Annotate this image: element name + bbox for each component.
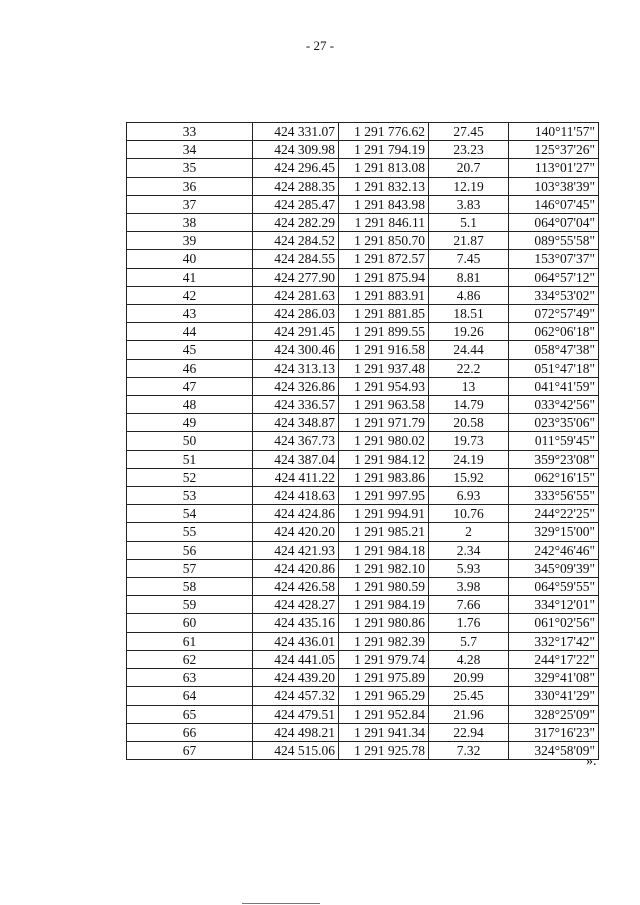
table-row [127,741,599,759]
coordinates-table-body [127,123,599,760]
x-coordinate-cell: 424 436.01 [253,632,339,650]
segment-length-cell: 20.99 [429,669,509,687]
direction-angle-cell: 103°38'39" [509,177,599,195]
x-coordinate-cell: 424 282.29 [253,214,339,232]
x-coordinate-cell: 424 348.87 [253,414,339,432]
point-number-cell: 63 [127,669,253,687]
point-number-cell: 44 [127,323,253,341]
segment-length-cell: 14.79 [429,396,509,414]
point-number-cell: 57 [127,559,253,577]
direction-angle-cell: 011°59'45" [509,432,599,450]
segment-length-cell: 5.7 [429,632,509,650]
point-number-cell: 34 [127,141,253,159]
point-number-cell: 58 [127,578,253,596]
y-coordinate-cell: 1 291 881.85 [339,305,429,323]
table-row [127,214,599,232]
x-coordinate-cell: 424 296.45 [253,159,339,177]
direction-angle-cell: 244°17'22" [509,650,599,668]
segment-length-cell: 23.23 [429,141,509,159]
table-row [127,323,599,341]
segment-length-cell: 24.19 [429,450,509,468]
point-number-cell: 48 [127,396,253,414]
y-coordinate-cell: 1 291 846.11 [339,214,429,232]
table-row [127,141,599,159]
y-coordinate-cell: 1 291 994.91 [339,505,429,523]
table-row [127,450,599,468]
table-row [127,487,599,505]
segment-length-cell: 5.93 [429,559,509,577]
table-row [127,250,599,268]
x-coordinate-cell: 424 291.45 [253,323,339,341]
segment-length-cell: 2 [429,523,509,541]
table-row [127,505,599,523]
direction-angle-cell: 125°37'26" [509,141,599,159]
y-coordinate-cell: 1 291 983.86 [339,468,429,486]
y-coordinate-cell: 1 291 979.74 [339,650,429,668]
direction-angle-cell: 051°47'18" [509,359,599,377]
segment-length-cell: 19.26 [429,323,509,341]
point-number-cell: 61 [127,632,253,650]
table-row [127,359,599,377]
closing-mark: ». [586,754,597,769]
point-number-cell: 59 [127,596,253,614]
segment-length-cell: 3.83 [429,195,509,213]
table-row [127,523,599,541]
table-row [127,723,599,741]
x-coordinate-cell: 424 313.13 [253,359,339,377]
point-number-cell: 43 [127,305,253,323]
segment-length-cell: 25.45 [429,687,509,705]
y-coordinate-cell: 1 291 832.13 [339,177,429,195]
direction-angle-cell: 317°16'23" [509,723,599,741]
direction-angle-cell: 329°41'08" [509,669,599,687]
point-number-cell: 36 [127,177,253,195]
x-coordinate-cell: 424 479.51 [253,705,339,723]
direction-angle-cell: 334°53'02" [509,286,599,304]
table-row [127,468,599,486]
direction-angle-cell: 242°46'46" [509,541,599,559]
y-coordinate-cell: 1 291 925.78 [339,741,429,759]
direction-angle-cell: 041°41'59" [509,377,599,395]
x-coordinate-cell: 424 284.52 [253,232,339,250]
page-number: - 27 - [305,38,335,53]
table-row [127,123,599,141]
point-number-cell: 45 [127,341,253,359]
y-coordinate-cell: 1 291 899.55 [339,323,429,341]
direction-angle-cell: 058°47'38" [509,341,599,359]
table-row [127,432,599,450]
point-number-cell: 47 [127,377,253,395]
x-coordinate-cell: 424 336.57 [253,396,339,414]
y-coordinate-cell: 1 291 971.79 [339,414,429,432]
table-row [127,559,599,577]
y-coordinate-cell: 1 291 963.58 [339,396,429,414]
point-number-cell: 52 [127,468,253,486]
x-coordinate-cell: 424 420.20 [253,523,339,541]
x-coordinate-cell: 424 285.47 [253,195,339,213]
x-coordinate-cell: 424 420.86 [253,559,339,577]
direction-angle-cell: 062°16'15" [509,468,599,486]
x-coordinate-cell: 424 284.55 [253,250,339,268]
point-number-cell: 53 [127,487,253,505]
x-coordinate-cell: 424 428.27 [253,596,339,614]
direction-angle-cell: 062°06'18" [509,323,599,341]
x-coordinate-cell: 424 300.46 [253,341,339,359]
direction-angle-cell: 064°59'55" [509,578,599,596]
y-coordinate-cell: 1 291 952.84 [339,705,429,723]
y-coordinate-cell: 1 291 776.62 [339,123,429,141]
x-coordinate-cell: 424 326.86 [253,377,339,395]
segment-length-cell: 21.87 [429,232,509,250]
segment-length-cell: 7.32 [429,741,509,759]
y-coordinate-cell: 1 291 980.59 [339,578,429,596]
table-row [127,596,599,614]
table-row [127,177,599,195]
direction-angle-cell: 061°02'56" [509,614,599,632]
table-row [127,650,599,668]
table-row [127,377,599,395]
y-coordinate-cell: 1 291 975.89 [339,669,429,687]
segment-length-cell: 27.45 [429,123,509,141]
point-number-cell: 54 [127,505,253,523]
segment-length-cell: 4.86 [429,286,509,304]
segment-length-cell: 18.51 [429,305,509,323]
y-coordinate-cell: 1 291 850.70 [339,232,429,250]
x-coordinate-cell: 424 331.07 [253,123,339,141]
segment-length-cell: 20.58 [429,414,509,432]
point-number-cell: 38 [127,214,253,232]
table-row [127,669,599,687]
x-coordinate-cell: 424 418.63 [253,487,339,505]
y-coordinate-cell: 1 291 916.58 [339,341,429,359]
y-coordinate-cell: 1 291 872.57 [339,250,429,268]
segment-length-cell: 10.76 [429,505,509,523]
segment-length-cell: 8.81 [429,268,509,286]
direction-angle-cell: 324°58'09" [509,741,599,759]
y-coordinate-cell: 1 291 794.19 [339,141,429,159]
point-number-cell: 62 [127,650,253,668]
table-row [127,232,599,250]
point-number-cell: 46 [127,359,253,377]
y-coordinate-cell: 1 291 984.19 [339,596,429,614]
x-coordinate-cell: 424 281.63 [253,286,339,304]
point-number-cell: 42 [127,286,253,304]
x-coordinate-cell: 424 286.03 [253,305,339,323]
direction-angle-cell: 328°25'09" [509,705,599,723]
y-coordinate-cell: 1 291 980.86 [339,614,429,632]
segment-length-cell: 13 [429,377,509,395]
point-number-cell: 40 [127,250,253,268]
segment-length-cell: 24.44 [429,341,509,359]
direction-angle-cell: 244°22'25" [509,505,599,523]
y-coordinate-cell: 1 291 984.18 [339,541,429,559]
segment-length-cell: 7.66 [429,596,509,614]
point-number-cell: 49 [127,414,253,432]
point-number-cell: 66 [127,723,253,741]
y-coordinate-cell: 1 291 982.10 [339,559,429,577]
point-number-cell: 39 [127,232,253,250]
segment-length-cell: 12.19 [429,177,509,195]
point-number-cell: 64 [127,687,253,705]
x-coordinate-cell: 424 424.86 [253,505,339,523]
x-coordinate-cell: 424 441.05 [253,650,339,668]
segment-length-cell: 5.1 [429,214,509,232]
segment-length-cell: 22.2 [429,359,509,377]
segment-length-cell: 19.73 [429,432,509,450]
x-coordinate-cell: 424 421.93 [253,541,339,559]
x-coordinate-cell: 424 457.32 [253,687,339,705]
direction-angle-cell: 033°42'56" [509,396,599,414]
direction-angle-cell: 072°57'49" [509,305,599,323]
point-number-cell: 67 [127,741,253,759]
y-coordinate-cell: 1 291 954.93 [339,377,429,395]
table-row [127,687,599,705]
table-row [127,705,599,723]
direction-angle-cell: 334°12'01" [509,596,599,614]
y-coordinate-cell: 1 291 982.39 [339,632,429,650]
point-number-cell: 51 [127,450,253,468]
x-coordinate-cell: 424 288.35 [253,177,339,195]
direction-angle-cell: 146°07'45" [509,195,599,213]
point-number-cell: 33 [127,123,253,141]
direction-angle-cell: 140°11'57" [509,123,599,141]
segment-length-cell: 21.96 [429,705,509,723]
table-row [127,614,599,632]
segment-length-cell: 2.34 [429,541,509,559]
x-coordinate-cell: 424 309.98 [253,141,339,159]
y-coordinate-cell: 1 291 937.48 [339,359,429,377]
y-coordinate-cell: 1 291 985.21 [339,523,429,541]
point-number-cell: 56 [127,541,253,559]
y-coordinate-cell: 1 291 883.91 [339,286,429,304]
coordinates-table [126,122,599,760]
x-coordinate-cell: 424 435.16 [253,614,339,632]
x-coordinate-cell: 424 515.06 [253,741,339,759]
segment-length-cell: 7.45 [429,250,509,268]
y-coordinate-cell: 1 291 997.95 [339,487,429,505]
segment-length-cell: 4.28 [429,650,509,668]
direction-angle-cell: 089°55'58" [509,232,599,250]
direction-angle-cell: 113°01'27" [509,159,599,177]
table-row [127,286,599,304]
direction-angle-cell: 064°57'12" [509,268,599,286]
bottom-rule [242,903,320,904]
direction-angle-cell: 345°09'39" [509,559,599,577]
direction-angle-cell: 064°07'04" [509,214,599,232]
table-row [127,541,599,559]
table-row [127,396,599,414]
point-number-cell: 50 [127,432,253,450]
point-number-cell: 37 [127,195,253,213]
point-number-cell: 41 [127,268,253,286]
point-number-cell: 35 [127,159,253,177]
table-row [127,341,599,359]
y-coordinate-cell: 1 291 875.94 [339,268,429,286]
segment-length-cell: 3.98 [429,578,509,596]
segment-length-cell: 1.76 [429,614,509,632]
table-row [127,632,599,650]
x-coordinate-cell: 424 411.22 [253,468,339,486]
direction-angle-cell: 023°35'06" [509,414,599,432]
direction-angle-cell: 359°23'08" [509,450,599,468]
direction-angle-cell: 330°41'29" [509,687,599,705]
direction-angle-cell: 153°07'37" [509,250,599,268]
direction-angle-cell: 332°17'42" [509,632,599,650]
x-coordinate-cell: 424 367.73 [253,432,339,450]
table-row [127,268,599,286]
y-coordinate-cell: 1 291 843.98 [339,195,429,213]
y-coordinate-cell: 1 291 813.08 [339,159,429,177]
x-coordinate-cell: 424 277.90 [253,268,339,286]
x-coordinate-cell: 424 387.04 [253,450,339,468]
table-row [127,414,599,432]
segment-length-cell: 22.94 [429,723,509,741]
x-coordinate-cell: 424 498.21 [253,723,339,741]
y-coordinate-cell: 1 291 941.34 [339,723,429,741]
y-coordinate-cell: 1 291 984.12 [339,450,429,468]
x-coordinate-cell: 424 439.20 [253,669,339,687]
segment-length-cell: 20.7 [429,159,509,177]
table-row [127,195,599,213]
point-number-cell: 55 [127,523,253,541]
point-number-cell: 65 [127,705,253,723]
x-coordinate-cell: 424 426.58 [253,578,339,596]
table-row [127,578,599,596]
y-coordinate-cell: 1 291 980.02 [339,432,429,450]
point-number-cell: 60 [127,614,253,632]
direction-angle-cell: 333°56'55" [509,487,599,505]
y-coordinate-cell: 1 291 965.29 [339,687,429,705]
table-row [127,159,599,177]
segment-length-cell: 6.93 [429,487,509,505]
direction-angle-cell: 329°15'00" [509,523,599,541]
table-row [127,305,599,323]
segment-length-cell: 15.92 [429,468,509,486]
